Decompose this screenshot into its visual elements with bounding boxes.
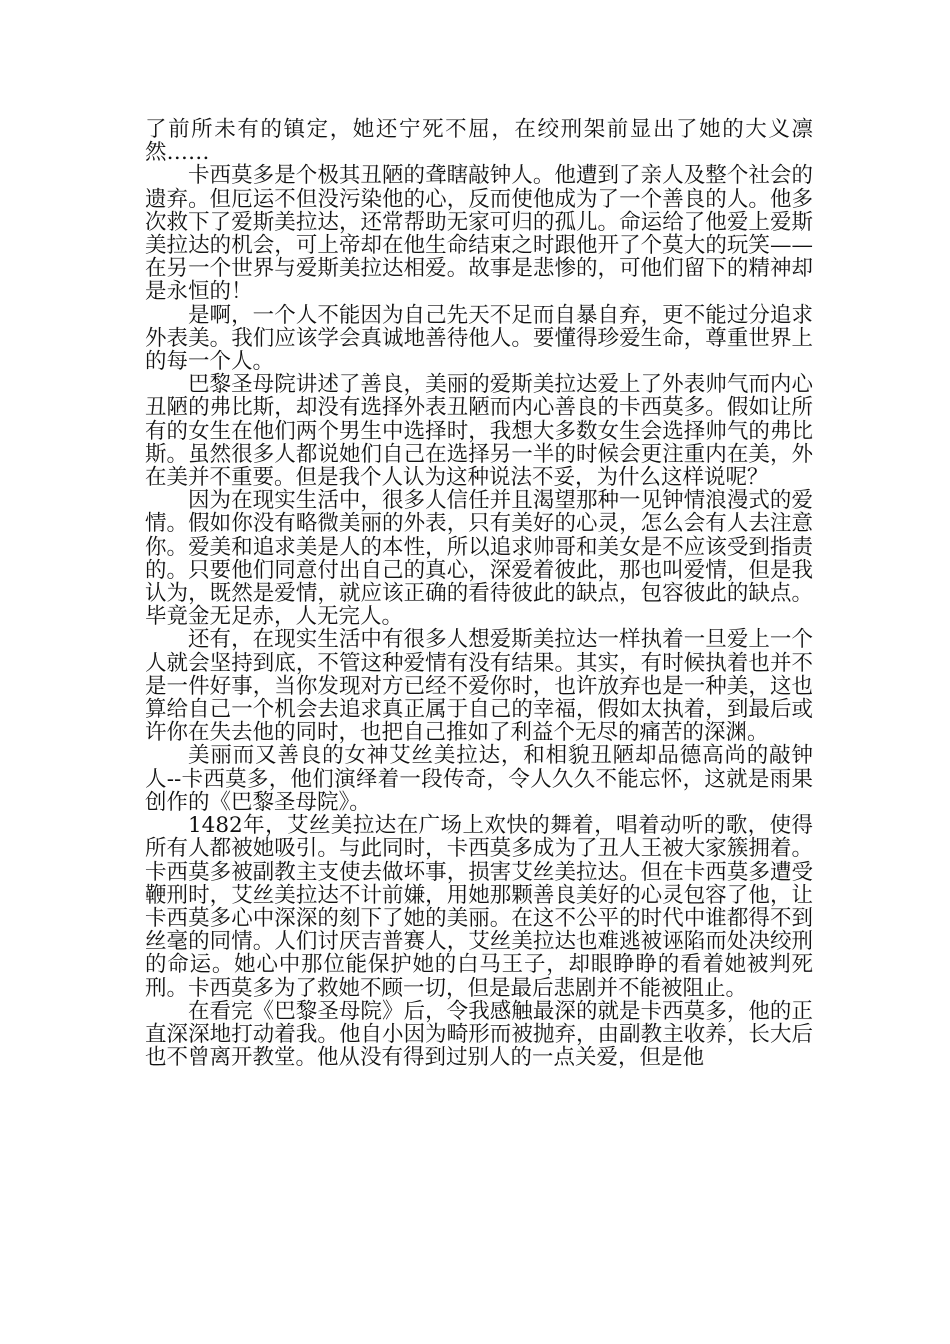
paragraph-3: 是啊，一个人不能因为自己先天不足而自暴自弃，更不能过分追求外表美。我们应该学会真诚地善待他人。要懂得珍爱生命，尊重世界上的每一个人。 bbox=[145, 302, 813, 375]
paragraph-9: 在看完《巴黎圣母院》后，令我感触最深的就是卡西莫多，他的正直深深地打动着我。他自小因为畸形而被抛弃，由副教主收养，长大后也不曾离开教堂。他从没有得到过别人的一点关爱，但是他 bbox=[145, 998, 813, 1071]
document-body bbox=[145, 118, 813, 1069]
paragraph-8: 1482年，艾丝美拉达在广场上欢快的舞着，唱着动听的歌，使得所有人都被她吸引。与此同时，卡西莫多成为了丑人王被大家簇拥着。卡西莫多被副教主支使去做坏事，损害艾丝美拉达。但在卡西莫多遭受鞭刑时，艾丝美拉达不计前嫌，用她那颗善良美好的心灵包容了他，让卡西莫多心中深深的刻下了她的美丽。在这不公平的时代中谁都得不到丝毫的同情。人们讨厌吉普赛人，艾丝美拉达也难逃被诬陷而处决绞刑的命运。她心中那位能保护她的白马王子，却眼睁睁的看着她被判死刑。卡西莫多为了救她不顾一切，但是最后悲剧并不能被阻止。 bbox=[145, 813, 813, 1001]
paragraph-2: 卡西莫多是个极其丑陋的聋瞎敲钟人。他遭到了亲人及整个社会的遗弃。但厄运不但没污染他的心，反而使他成为了一个善良的人。他多次救下了爱斯美拉达，还常帮助无家可归的孤儿。命运给了他爱上爱斯美拉达的机会，可上帝却在他生命结束之时跟他开了个莫大的玩笑——在另一个世界与爱斯美拉达相爱。故事是悲惨的，可他们留下的精神却是永恒的！ bbox=[145, 163, 813, 305]
paragraph-5: 因为在现实生活中，很多人信任并且渴望那种一见钟情浪漫式的爱情。假如你没有略微美丽的外表，只有美好的心灵，怎么会有人去注意你。爱美和追求美是人的本性，所以追求帅哥和美女是不应该受到指责的。只要他们同意付出自己的真心，深爱着彼此，那也叫爱情，但是我认为，既然是爱情，就应该正确的看待彼此的缺点，包容彼此的缺点。毕竟金无足赤，人无完人。 bbox=[145, 488, 813, 630]
paragraph-6: 还有，在现实生活中有很多人想爱斯美拉达一样执着一旦爱上一个人就会坚持到底，不管这种爱情有没有结果。其实，有时候执着也并不是一件好事，当你发现对方已经不爱你时，也许放弃也是一种美，这也算给自己一个机会去追求真正属于自己的幸福，假如太执着，到最后或许你在失去他的同时，也把自己推如了利益个无尽的痛苦的深渊。 bbox=[145, 627, 813, 746]
paragraph-4: 巴黎圣母院讲述了善良，美丽的爱斯美拉达爱上了外表帅气而内心丑陋的弗比斯，却没有选择外表丑陋而内心善良的卡西莫多。假如让所有的女生在他们两个男生中选择时，我想大多数女生会选择帅气的弗比斯。虽然很多人都说她们自己在选择另一半的时候会更注重内在美，外在美并不重要。但是我个人认为这种说法不妥，为什么这样说呢？ bbox=[145, 372, 813, 491]
paragraph-7: 美丽而又善良的女神艾丝美拉达，和相貌丑陋却品德高尚的敲钟人--卡西莫多，他们演绎着一段传奇，令人久久不能忘怀，这就是雨果创作的《巴黎圣母院》。 bbox=[145, 743, 813, 815]
paragraph-1: 了前所未有的镇定，她还宁死不屈，在绞刑架前显出了她的大义凛然…… bbox=[145, 117, 813, 166]
